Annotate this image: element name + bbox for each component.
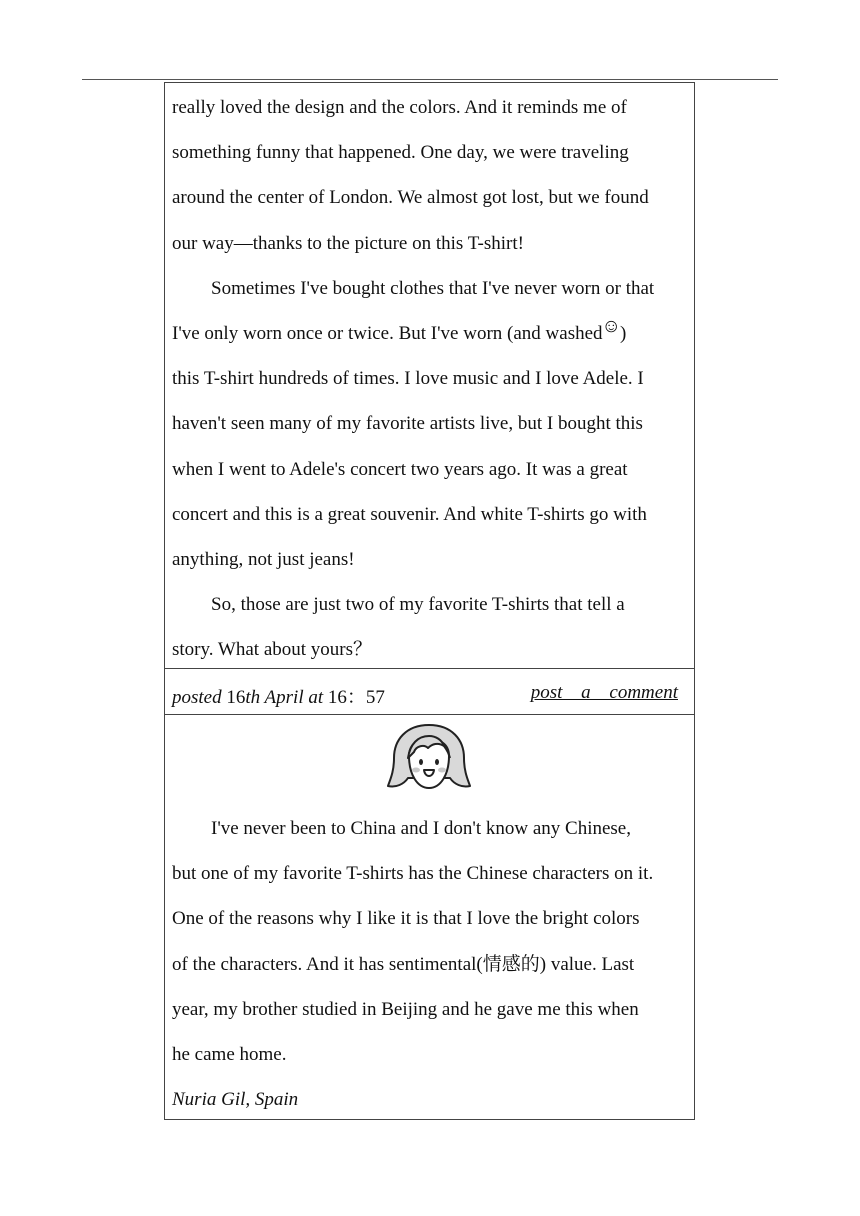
text-line: but one of my favorite T-shirts has the Chinese characters on it.	[172, 863, 654, 885]
text-line: story. What about yours？	[172, 639, 373, 661]
post-meta-row	[165, 669, 694, 715]
text-line: of the characters. And it has sentimental(情感的) value. Last	[172, 953, 635, 975]
text-line: when I went to Adele's concert two years ago. It was a great	[172, 458, 628, 480]
blog-frame	[164, 82, 695, 1120]
paragraph-worn-tshirt	[172, 266, 688, 582]
posted-day: 16	[226, 687, 246, 708]
text-line: anything, not just jeans!	[172, 549, 355, 571]
posted-time: 16：57	[327, 687, 385, 708]
text-line: haven't seen many of my favorite artists live, but I bought this	[172, 413, 643, 435]
girl-avatar-icon	[386, 722, 472, 798]
text-line: One of the reasons why I like it is that I love the bright colors	[172, 908, 640, 930]
text-line: something funny that happened. One day, we were traveling	[172, 142, 629, 164]
text-line: really loved the design and the colors. And it reminds me of	[172, 97, 627, 118]
text-line: Sometimes I've bought clothes that I've never worn or that	[211, 277, 655, 299]
text-line-with-smiley	[172, 311, 688, 356]
post-comment-link[interactable]: post a comment	[530, 682, 678, 703]
text-line: So, those are just two of my favorite T-shirts that tell a	[211, 594, 625, 616]
comment-body	[172, 806, 653, 1122]
text-line: year, my brother studied in Beijing and he gave me this when	[172, 998, 639, 1020]
page-header-rule	[82, 79, 778, 80]
posted-label: posted	[172, 687, 222, 708]
smiley-icon: ☺	[601, 316, 621, 338]
text-line: he came home.	[172, 1044, 287, 1066]
text-line: our way—thanks to the picture on this T-shirt!	[172, 232, 524, 254]
comment-paragraph	[172, 806, 653, 1077]
blog-post-body	[165, 83, 694, 669]
text-line: around the center of London. We almost got lost, but we found	[172, 187, 649, 209]
text-line: concert and this is a great souvenir. And white T-shirts go with	[172, 503, 647, 525]
text-fragment: )	[619, 323, 627, 345]
posted-date-suffix: th April at	[245, 687, 324, 708]
text-line: this T-shirt hundreds of times. I love music and I love Adele. I	[172, 368, 644, 390]
paragraph-closing	[172, 582, 688, 672]
comment-signature: Nuria Gil, Spain	[172, 1089, 299, 1111]
text-fragment: I've only worn once or twice. But I've worn (and washed	[172, 323, 603, 345]
posted-timestamp	[172, 682, 385, 709]
paragraph-continued	[172, 85, 688, 266]
reader-comment	[165, 715, 694, 1119]
text-line: I've never been to China and I don't know any Chinese,	[211, 818, 631, 839]
